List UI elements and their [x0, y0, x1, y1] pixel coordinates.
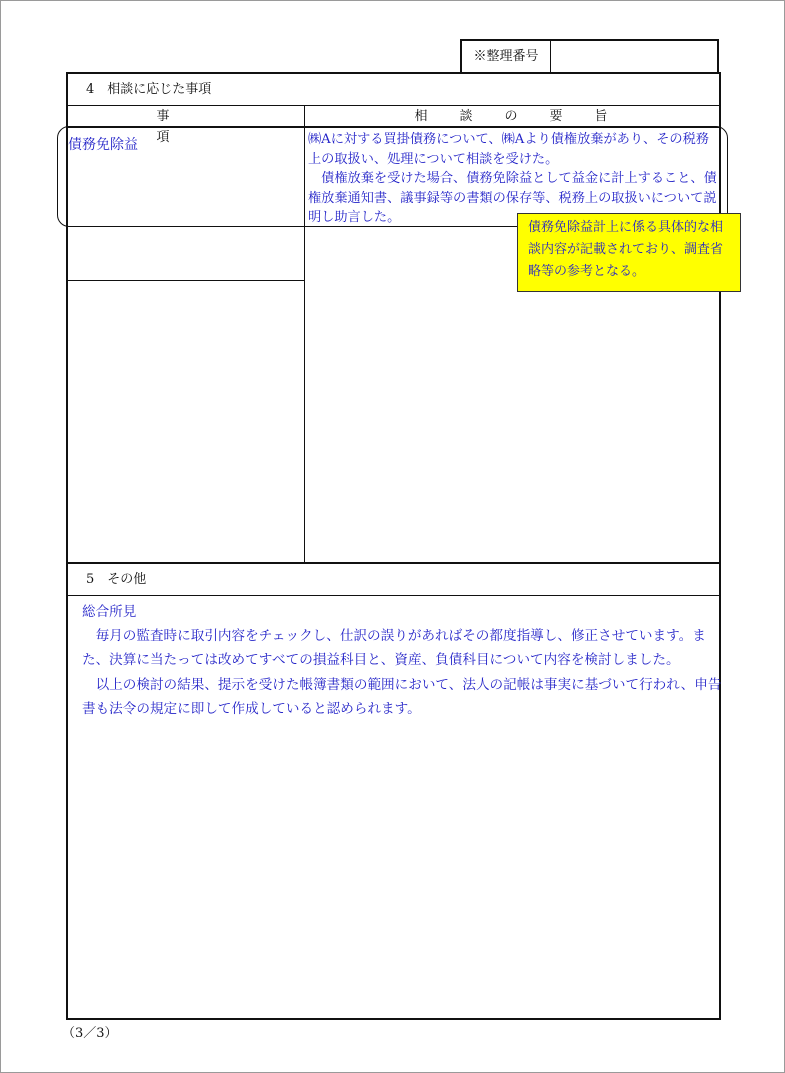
content-column — [305, 128, 719, 562]
consultation-item: 債務免除益 — [68, 137, 138, 153]
column-header-content: 相談の要旨 — [305, 106, 719, 128]
section5-body — [82, 600, 722, 721]
overall-findings-title: 総合所見 — [82, 604, 137, 620]
section4-heading: 4 相談に応じた事項 — [68, 74, 719, 106]
reference-number-box — [460, 39, 719, 72]
consultation-summary-line: ㈱Aに対する買掛債務について、㈱Aより債権放棄があり、その税務上の取扱い、処理について相談を受けた。 — [308, 132, 709, 167]
page-number: （3／3） — [62, 1026, 118, 1041]
reference-number-label: ※整理番号 — [462, 41, 551, 72]
findings-paragraph: 毎月の監査時に取引内容をチェックし、仕訳の誤りがあればその都度指導し、修正させています。また、決算に当たっては改めてすべての損益科目と、資産、負債科目について内容を検討しました。 — [82, 628, 706, 669]
consultation-summary-line: 債権放棄を受けた場合、債務免除益として益金に計上すること、債権放棄通知書、議事録等の書類の保存等、税務上の取扱いについて説明し助言した。 — [308, 171, 717, 225]
callout-note: 債務免除益計上に係る具体的な相談内容が記載されており、調査省略等の参考となる。 — [517, 213, 741, 292]
section5-heading: 5 その他 — [68, 562, 719, 596]
reference-number-field[interactable] — [552, 41, 717, 72]
row-divider — [68, 280, 305, 281]
column-header-item: 事項 — [68, 106, 305, 128]
findings-paragraph: 以上の検討の結果、提示を受けた帳簿書類の範囲において、法人の記帳は事実に基づいて行われ、申告書も法令の規定に即して作成していると認められます。 — [82, 676, 722, 717]
item-column — [68, 128, 305, 562]
